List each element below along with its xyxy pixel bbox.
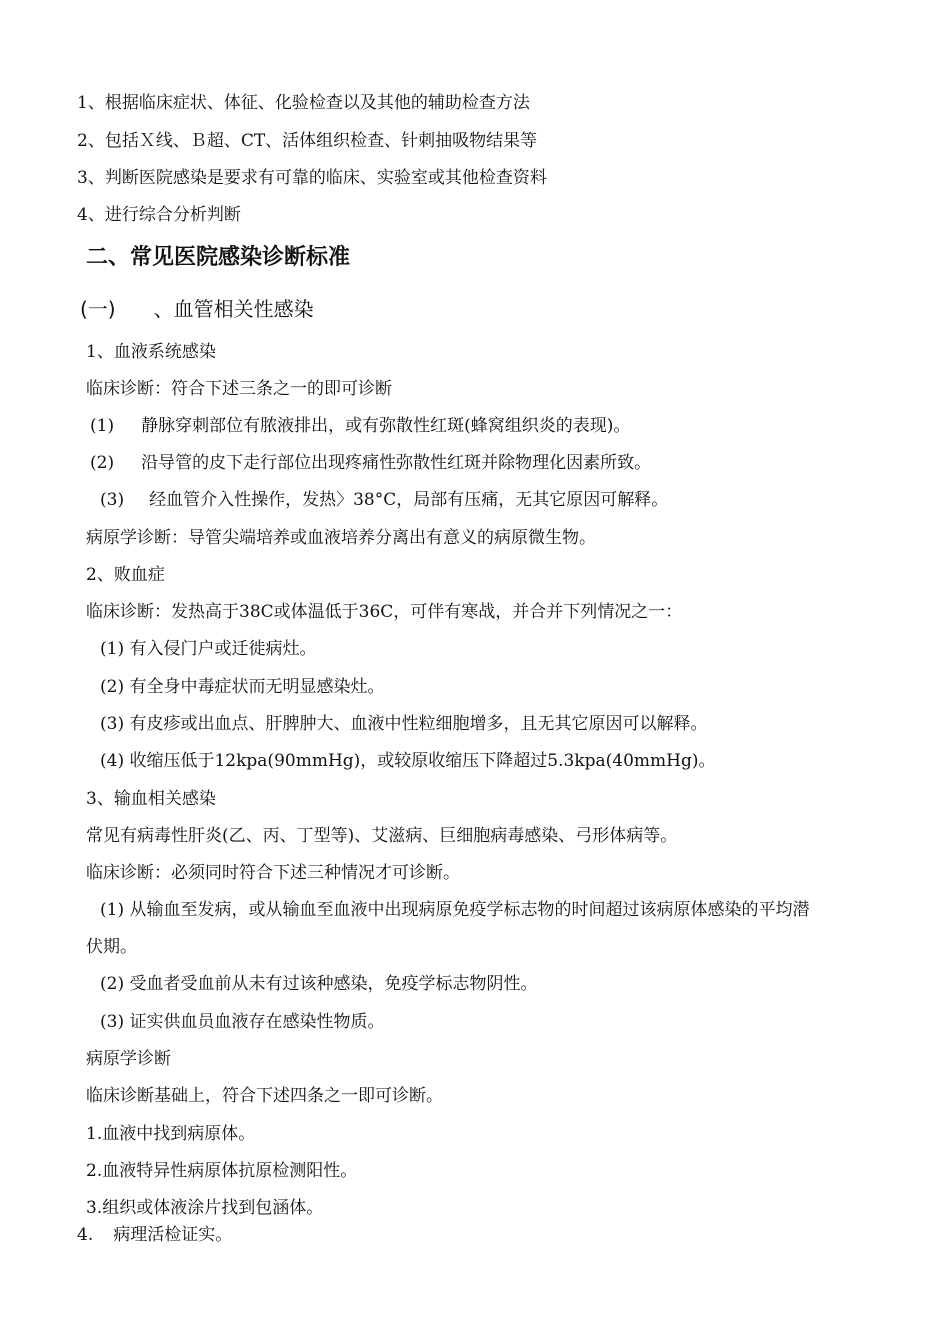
subsection-number: (一) — [80, 297, 116, 321]
sepsis-item-3: (3) 有皮疹或出血点、肝脾肿大、血液中性粒细胞增多，且无其它原因可以解释。 — [100, 714, 708, 734]
bsi-item-2 — [90, 452, 651, 474]
transfusion-item-2: (2) 受血者受血前从未有过该种感染，免疫学标志物阴性。 — [100, 974, 538, 994]
pathogen-item-1: 1.血液中找到病原体。 — [86, 1124, 256, 1144]
intro-item-4: 4、进行综合分析判断 — [77, 205, 241, 225]
transfusion-item-1-line-1: (1) 从输血至发病，或从输血至血液中出现病原免疫学标志物的时间超过该病原体感染的平均潜 — [100, 900, 810, 920]
transfusion-item-3: (3) 证实供血员血液存在感染性物质。 — [100, 1012, 385, 1032]
bsi-item-2-number: (2) — [90, 453, 115, 473]
pathogen-item-3: 3.组织或体液涂片找到包涵体。 — [86, 1198, 324, 1218]
bsi-item-1-number: (1) — [90, 416, 115, 436]
subsection-title: 、血管相关性感染 — [153, 297, 314, 321]
sepsis-title: 2、败血症 — [86, 565, 165, 585]
sepsis-item-2: (2) 有全身中毒症状而无明显感染灶。 — [100, 677, 385, 697]
transfusion-item-1-line-2: 伏期。 — [86, 937, 137, 957]
intro-item-3: 3、判断医院感染是要求有可靠的临床、实验室或其他检查资料 — [77, 168, 547, 188]
pathogen-intro: 临床诊断基础上，符合下述四条之一即可诊断。 — [86, 1086, 443, 1106]
bsi-item-3 — [100, 489, 668, 511]
transfusion-clinical: 临床诊断：必须同时符合下述三种情况才可诊断。 — [86, 863, 460, 883]
intro-item-2: 2、包括Ｘ线、Ｂ超、CT、活体组织检查、针刺抽吸物结果等 — [77, 131, 538, 151]
pathogen-item-4-text: 病理活检证实。 — [113, 1225, 233, 1245]
bsi-item-3-number: (3) — [100, 490, 125, 510]
intro-item-1: 1、根据临床症状、体征、化验检查以及其他的辅助检查方法 — [77, 93, 530, 113]
bsi-item-2-text: 沿导管的皮下走行部位出现疼痛性弥散性红斑并除物理化因素所致。 — [141, 453, 652, 473]
sepsis-item-1: (1) 有入侵门户或迁徙病灶。 — [100, 639, 317, 659]
bsi-pathogen: 病原学诊断：导管尖端培养或血液培养分离出有意义的病原微生物。 — [86, 528, 596, 548]
sepsis-item-4: (4) 收缩压低于12kpa(90mmHg)，或较原收缩压下降超过5.3kpa(40mmHg)。 — [100, 751, 716, 771]
pathogen-item-4-number: 4. — [77, 1225, 94, 1245]
transfusion-title: 3、输血相关感染 — [86, 789, 216, 809]
bsi-item-1 — [90, 415, 630, 437]
bsi-title: 1、血液系统感染 — [86, 342, 216, 362]
section-title: 二、常见医院感染诊断标准 — [86, 245, 351, 270]
pathogen-title: 病原学诊断 — [86, 1049, 171, 1069]
bsi-item-1-text: 静脉穿刺部位有脓液排出，或有弥散性红斑(蜂窝组织炎的表现)。 — [141, 416, 631, 436]
subsection-heading — [80, 296, 314, 322]
pathogen-item-4 — [77, 1224, 232, 1246]
sepsis-clinical: 临床诊断：发热高于38C或体温低于36C，可伴有寒战，并合并下列情况之一： — [86, 602, 683, 622]
bsi-clinical: 临床诊断：符合下述三条之一的即可诊断 — [86, 379, 392, 399]
transfusion-common: 常见有病毒性肝炎(乙、丙、丁型等)、艾滋病、巨细胞病毒感染、弓形体病等。 — [86, 826, 678, 846]
bsi-item-3-text: 经血管介入性操作，发热〉38°C，局部有压痛，无其它原因可解释。 — [149, 490, 669, 510]
pathogen-item-2: 2.血液特异性病原体抗原检测阳性。 — [86, 1161, 358, 1181]
